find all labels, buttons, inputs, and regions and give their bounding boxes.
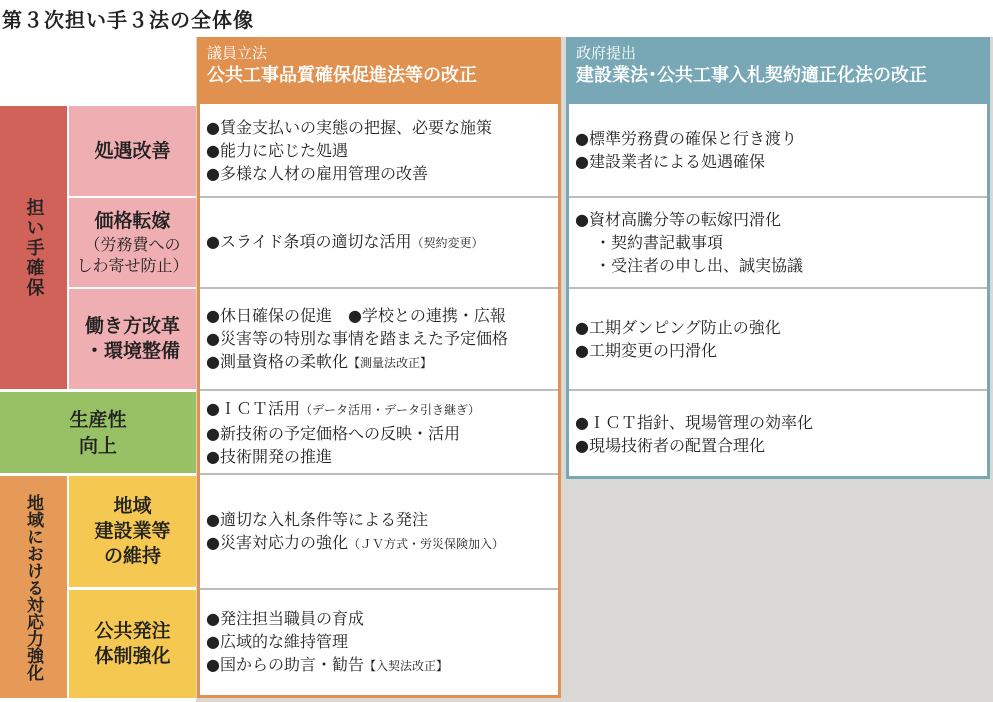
list-item [206, 350, 558, 375]
list-item: ●能力に応じた処遇 [206, 140, 348, 160]
subcategory-kakaku [69, 198, 196, 287]
list-item-text: ●測量資格の柔軟化 [206, 351, 348, 371]
subcategory-kokyo-hacchu-line-1: 公共発注 [94, 620, 171, 642]
list-item-note: 【入契法改正】 [363, 659, 448, 673]
column-header-right-sub: 政府提出 [576, 44, 637, 62]
list-item: ●広域的な維持管理 [206, 632, 348, 651]
subcategory-chiiki-kensetsu-line-3: の維持 [103, 545, 161, 567]
list-item [206, 653, 558, 678]
list-item: ●災害等の特別な事情を踏まえた予定価格 [206, 328, 508, 348]
list-item [206, 531, 558, 556]
list-item: ・受注者の申し出、誠実協議 [595, 256, 804, 275]
category-ninaite [0, 106, 67, 389]
subcategory-hatarakikata-line-2: ・環境整備 [84, 340, 180, 362]
category-ninaite-label: 担い手確保 [23, 197, 45, 298]
subcategory-kakaku-note-1: （労務費への [84, 235, 181, 254]
right-cell-hatarakikata [569, 289, 987, 389]
column-header-left-main: 公共工事品質確保促進法等の改正 [207, 65, 477, 86]
category-chiiki [0, 476, 67, 698]
category-chiiki-label: 地域における対応力強化 [23, 493, 43, 681]
left-cell-kokyo-hacchu [200, 590, 558, 695]
subcategory-kokyo-hacchu-line-2: 体制強化 [94, 645, 171, 667]
left-cell-seisansei [200, 391, 558, 473]
subcategory-chiiki-kensetsu-line-1: 地域 [113, 495, 152, 517]
category-seisansei-line-2: 向上 [78, 434, 117, 457]
list-item: ●ＩＣＴ指針、現場管理の効率化 [575, 412, 813, 432]
page-title: 第３次担い手３法の全体像 [2, 8, 254, 32]
subcategory-kakaku-label: 価格転嫁 [94, 210, 171, 232]
subcategory-shogu [69, 106, 196, 196]
subcategory-shogu-label: 処遇改善 [94, 139, 171, 162]
list-item-text: ●災害対応力の強化 [206, 532, 348, 552]
left-cell-kakaku [200, 198, 558, 287]
list-item: ●多様な人材の雇用管理の改善 [206, 163, 428, 183]
right-cell-kakaku [569, 198, 987, 287]
subcategory-kokyo-hacchu [69, 590, 196, 698]
list-item-note: （ＪＶ方式・労災保険加入） [347, 536, 504, 551]
category-seisansei-line-1: 生産性 [69, 408, 127, 431]
list-item: ●現場技術者の配置合理化 [575, 435, 765, 455]
category-seisansei [0, 392, 196, 473]
subcategory-kakaku-note-2: しわ寄せ防止） [76, 256, 189, 275]
list-item: ●標準労務費の確保と行き渡り [575, 129, 797, 148]
left-content-column [197, 104, 561, 698]
subcategory-hatarakikata-line-1: 働き方改革 [84, 315, 180, 337]
list-item-text: ●ＩＣＴ活用 [206, 398, 300, 418]
list-item-text: ●国からの助言・勧告 [206, 655, 364, 674]
subcategory-hatarakikata [69, 289, 196, 389]
list-item: ●休日確保の促進 ●学校との連携・広報 [206, 305, 506, 325]
list-item: ●工期変更の円滑化 [575, 341, 717, 360]
list-item: ・契約書記載事項 [595, 233, 724, 252]
subcategory-chiiki-kensetsu [69, 476, 196, 587]
column-header-left-sub: 議員立法 [207, 44, 268, 62]
left-cell-chiiki-kensetsu [200, 475, 558, 588]
left-cell-hatarakikata [200, 289, 558, 389]
column-header-right-main: 建設業法･公共工事入札契約適正化法の改正 [576, 65, 927, 86]
left-cell-shogu [200, 104, 558, 196]
list-item-note: 【測量法改正】 [347, 355, 432, 370]
right-content-column [566, 104, 990, 479]
list-item [206, 397, 558, 422]
right-cell-seisansei [569, 391, 987, 476]
list-item [206, 230, 558, 255]
subcategory-chiiki-kensetsu-line-2: 建設業等 [94, 520, 171, 542]
list-item-text: ●スライド条項の適切な活用 [206, 232, 412, 251]
list-item: ●技術開発の推進 [206, 446, 332, 466]
right-cell-shogu [569, 104, 987, 196]
list-item-note: （データ活用・データ引き継ぎ） [299, 402, 480, 417]
column-header-right [566, 37, 990, 104]
list-item-note: （契約変更） [411, 236, 484, 250]
list-item: ●発注担当職員の育成 [206, 609, 364, 628]
list-item: ●工期ダンピング防止の強化 [575, 318, 781, 337]
list-item: ●資材高騰分等の転嫁円滑化 [575, 210, 781, 229]
list-item: ●新技術の予定価格への反映・活用 [206, 423, 460, 443]
list-item: ●適切な入札条件等による発注 [206, 509, 428, 529]
list-item: ●建設業者による処遇確保 [575, 152, 765, 171]
list-item: ●賃金支払いの実態の把握、必要な施策 [206, 117, 492, 137]
column-header-left [197, 37, 561, 104]
